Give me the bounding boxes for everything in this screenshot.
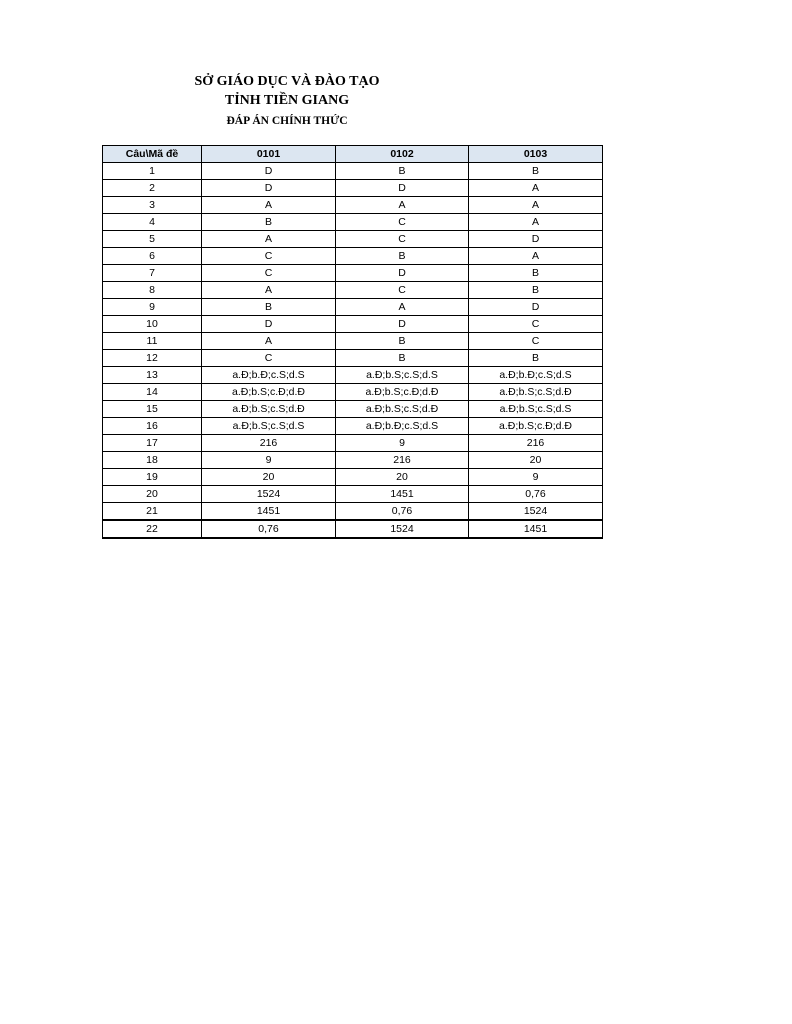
answer-0103-cell: D: [469, 299, 603, 316]
question-number-cell: 9: [103, 299, 202, 316]
document-header: [182, 72, 392, 132]
table-row: [103, 214, 603, 231]
answer-0101-cell: B: [202, 299, 336, 316]
table-row: [103, 197, 603, 214]
question-number-cell: 12: [103, 350, 202, 367]
header-code-0101: 0101: [202, 146, 336, 163]
answer-0101-cell: 1451: [202, 503, 336, 521]
answer-0102-cell: B: [336, 248, 469, 265]
question-number-cell: 15: [103, 401, 202, 418]
answer-0103-cell: A: [469, 214, 603, 231]
question-number-cell: 21: [103, 503, 202, 521]
answer-0101-cell: A: [202, 231, 336, 248]
table-row: [103, 435, 603, 452]
answer-0103-cell: C: [469, 333, 603, 350]
table-header-row: [103, 146, 603, 163]
answer-0102-cell: C: [336, 282, 469, 299]
answer-0101-cell: 1524: [202, 486, 336, 503]
province-title: TỈNH TIỀN GIANG: [224, 93, 350, 108]
answer-0102-cell: B: [336, 350, 469, 367]
table-row: [103, 452, 603, 469]
answer-0101-cell: B: [202, 214, 336, 231]
answer-0101-cell: D: [202, 180, 336, 197]
question-number-cell: 7: [103, 265, 202, 282]
answer-0103-cell: 1524: [469, 503, 603, 521]
answer-0102-cell: a.Đ;b.Đ;c.S;d.S: [336, 418, 469, 435]
table-row: [103, 350, 603, 367]
answer-0103-cell: 0,76: [469, 486, 603, 503]
header-code-0102: 0102: [336, 146, 469, 163]
answer-0102-cell: C: [336, 231, 469, 248]
answer-0103-cell: C: [469, 316, 603, 333]
answer-0101-cell: a.Đ;b.S;c.Đ;d.Đ: [202, 384, 336, 401]
answer-0103-cell: a.Đ;b.S;c.S;d.S: [469, 401, 603, 418]
answer-0103-cell: a.Đ;b.S;c.S;d.Đ: [469, 384, 603, 401]
table-row: [103, 367, 603, 384]
question-number-cell: 3: [103, 197, 202, 214]
header-question-code: Câu\Mã đề: [103, 146, 202, 163]
question-number-cell: 6: [103, 248, 202, 265]
question-number-cell: 20: [103, 486, 202, 503]
answer-0101-cell: C: [202, 265, 336, 282]
table-row: [103, 299, 603, 316]
table-row: [103, 231, 603, 248]
answer-0103-cell: 9: [469, 469, 603, 486]
question-number-cell: 16: [103, 418, 202, 435]
question-number-cell: 17: [103, 435, 202, 452]
answer-key-title: ĐÁP ÁN CHÍNH THỨC: [226, 115, 348, 127]
table-row: [103, 401, 603, 418]
question-number-cell: 8: [103, 282, 202, 299]
answer-0103-cell: A: [469, 180, 603, 197]
question-number-cell: 19: [103, 469, 202, 486]
table-row: [103, 282, 603, 299]
table-row: [103, 265, 603, 282]
answer-0102-cell: A: [336, 299, 469, 316]
answer-0101-cell: A: [202, 333, 336, 350]
answer-0103-cell: 216: [469, 435, 603, 452]
answer-0102-cell: a.Đ;b.S;c.S;d.Đ: [336, 401, 469, 418]
question-number-cell: 4: [103, 214, 202, 231]
answer-0101-cell: D: [202, 163, 336, 180]
answer-0103-cell: B: [469, 163, 603, 180]
table-row: [103, 384, 603, 401]
question-number-cell: 13: [103, 367, 202, 384]
answer-0103-cell: A: [469, 197, 603, 214]
answer-0102-cell: B: [336, 333, 469, 350]
header-code-0103: 0103: [469, 146, 603, 163]
answer-0102-cell: a.Đ;b.S;c.S;d.S: [336, 367, 469, 384]
question-number-cell: 5: [103, 231, 202, 248]
table-row: [103, 316, 603, 333]
question-number-cell: 14: [103, 384, 202, 401]
answer-0102-cell: 20: [336, 469, 469, 486]
question-number-cell: 2: [103, 180, 202, 197]
table-row: [103, 503, 603, 521]
answer-0103-cell: a.Đ;b.Đ;c.S;d.S: [469, 367, 603, 384]
table-row: [103, 486, 603, 503]
answer-0102-cell: D: [336, 265, 469, 282]
table-row: [103, 248, 603, 265]
answer-0103-cell: D: [469, 231, 603, 248]
answer-0101-cell: 9: [202, 452, 336, 469]
question-number-cell: 10: [103, 316, 202, 333]
table-row: [103, 180, 603, 197]
answer-0101-cell: 216: [202, 435, 336, 452]
answer-0103-cell: 1451: [469, 520, 603, 538]
question-number-cell: 18: [103, 452, 202, 469]
answer-0103-cell: 20: [469, 452, 603, 469]
answer-0102-cell: a.Đ;b.S;c.Đ;d.Đ: [336, 384, 469, 401]
answer-0101-cell: a.Đ;b.Đ;c.S;d.S: [202, 367, 336, 384]
answer-0101-cell: a.Đ;b.S;c.S;d.Đ: [202, 401, 336, 418]
table-row: [103, 418, 603, 435]
answer-0101-cell: C: [202, 248, 336, 265]
table-row: [103, 333, 603, 350]
answer-table-body: [103, 163, 603, 539]
answer-0101-cell: D: [202, 316, 336, 333]
answer-0103-cell: A: [469, 248, 603, 265]
answer-0102-cell: A: [336, 197, 469, 214]
answer-0101-cell: A: [202, 282, 336, 299]
answer-0101-cell: 20: [202, 469, 336, 486]
answer-0103-cell: B: [469, 282, 603, 299]
answer-0102-cell: 1451: [336, 486, 469, 503]
answer-0102-cell: 9: [336, 435, 469, 452]
answer-0102-cell: 0,76: [336, 503, 469, 521]
answer-0101-cell: 0,76: [202, 520, 336, 538]
answer-key-table: [102, 145, 603, 539]
answer-0101-cell: A: [202, 197, 336, 214]
answer-0102-cell: 1524: [336, 520, 469, 538]
answer-0101-cell: C: [202, 350, 336, 367]
question-number-cell: 1: [103, 163, 202, 180]
question-number-cell: 11: [103, 333, 202, 350]
answer-0102-cell: D: [336, 180, 469, 197]
answer-0103-cell: B: [469, 265, 603, 282]
table-row: [103, 469, 603, 486]
answer-0103-cell: B: [469, 350, 603, 367]
answer-0101-cell: a.Đ;b.S;c.S;d.S: [202, 418, 336, 435]
answer-0102-cell: C: [336, 214, 469, 231]
answer-0103-cell: a.Đ;b.S;c.Đ;d.Đ: [469, 418, 603, 435]
table-row: [103, 163, 603, 180]
question-number-cell: 22: [103, 520, 202, 538]
answer-0102-cell: D: [336, 316, 469, 333]
table-row: [103, 520, 603, 538]
answer-0102-cell: 216: [336, 452, 469, 469]
department-title: SỞ GIÁO DỤC VÀ ĐÀO TẠO: [194, 74, 380, 89]
answer-0102-cell: B: [336, 163, 469, 180]
